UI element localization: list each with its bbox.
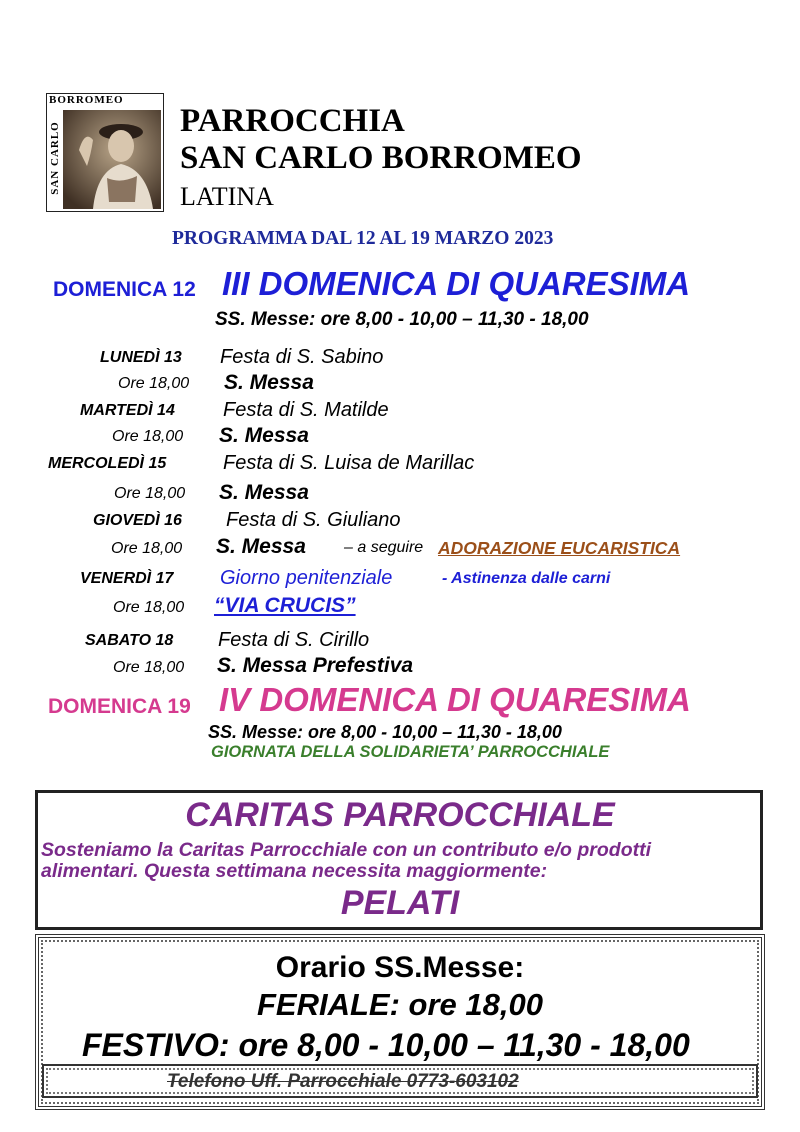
sunday12-title: III DOMENICA DI QUARESIMA — [222, 265, 691, 302]
wednesday-day: MERCOLEDÌ 15 — [48, 455, 167, 472]
monday-day: LUNEDÌ 13 — [100, 349, 182, 366]
wednesday-event: S. Messa — [219, 481, 309, 504]
schedule-feriale: FERIALE: ore 18,00 — [257, 987, 543, 1022]
sunday12-masses: SS. Messe: ore 8,00 - 10,00 – 11,30 - 18,00 — [215, 309, 589, 330]
sunday19-day: DOMENICA 19 — [48, 695, 191, 718]
friday-note: - Astinenza dalle carni — [442, 570, 611, 587]
caritas-item: PELATI — [340, 884, 460, 922]
monday-event: S. Messa — [224, 371, 314, 394]
saturday-time: Ore 18,00 — [113, 659, 185, 676]
monday-feast: Festa di S. Sabino — [220, 346, 384, 368]
parish-logo — [46, 93, 164, 212]
schedule-festivo: FESTIVO: ore 8,00 - 10,00 – 11,30 - 18,00 — [82, 1027, 690, 1063]
thursday-day: GIOVEDÌ 16 — [93, 512, 182, 529]
caritas-line1: Sosteniamo la Caritas Parrocchiale con un contributo e/o prodotti — [41, 839, 652, 861]
sunday19-note: GIORNATA DELLA SOLIDARIETA’ PARROCCHIALE — [211, 743, 610, 761]
monday-time: Ore 18,00 — [118, 375, 190, 392]
saint-portrait-icon — [63, 110, 161, 209]
saturday-event: S. Messa Prefestiva — [217, 654, 414, 677]
tuesday-event: S. Messa — [219, 424, 309, 447]
sunday19-masses: SS. Messe: ore 8,00 - 10,00 – 11,30 - 18,00 — [208, 722, 562, 742]
logo-top-text: BORROMEO — [49, 94, 124, 106]
wednesday-time: Ore 18,00 — [114, 485, 186, 502]
friday-feast: Giorno penitenziale — [220, 567, 393, 589]
tuesday-time: Ore 18,00 — [112, 428, 184, 445]
caritas-line2: alimentari. Questa settimana necessita maggiormente: — [41, 860, 548, 882]
logo-side-text: SAN CARLO — [49, 121, 61, 195]
caritas-title: CARITAS PARROCCHIALE — [185, 796, 615, 834]
thursday-adoration: ADORAZIONE EUCARISTICA — [438, 538, 681, 558]
wednesday-feast: Festa di S. Luisa de Marillac — [223, 452, 475, 474]
schedule-title: Orario SS.Messe: — [275, 951, 525, 984]
friday-event: “VIA CRUCIS” — [214, 594, 356, 617]
sunday12-day: DOMENICA 12 — [53, 278, 196, 301]
sunday19-title: IV DOMENICA DI QUARESIMA — [219, 681, 691, 718]
program-dates: PROGRAMMA DAL 12 AL 19 MARZO 2023 — [172, 228, 554, 249]
tuesday-feast: Festa di S. Matilde — [223, 399, 389, 421]
thursday-event: S. Messa — [216, 535, 306, 558]
tuesday-day: MARTEDÌ 14 — [80, 402, 175, 419]
friday-day: VENERDÌ 17 — [80, 570, 174, 587]
friday-time: Ore 18,00 — [113, 599, 185, 616]
thursday-feast: Festa di S. Giuliano — [226, 509, 401, 531]
parish-title-line2: SAN CARLO BORROMEO — [180, 140, 582, 176]
saturday-feast: Festa di S. Cirillo — [218, 629, 370, 651]
parish-city: LATINA — [180, 182, 274, 211]
saturday-day: SABATO 18 — [85, 632, 174, 649]
phone-number: Telefono Uff. Parrocchiale 0773-603102 — [167, 1071, 519, 1092]
thursday-time: Ore 18,00 — [111, 540, 183, 557]
thursday-follow: – a seguire — [344, 539, 424, 556]
parish-title-line1: PARROCCHIA — [180, 103, 405, 139]
